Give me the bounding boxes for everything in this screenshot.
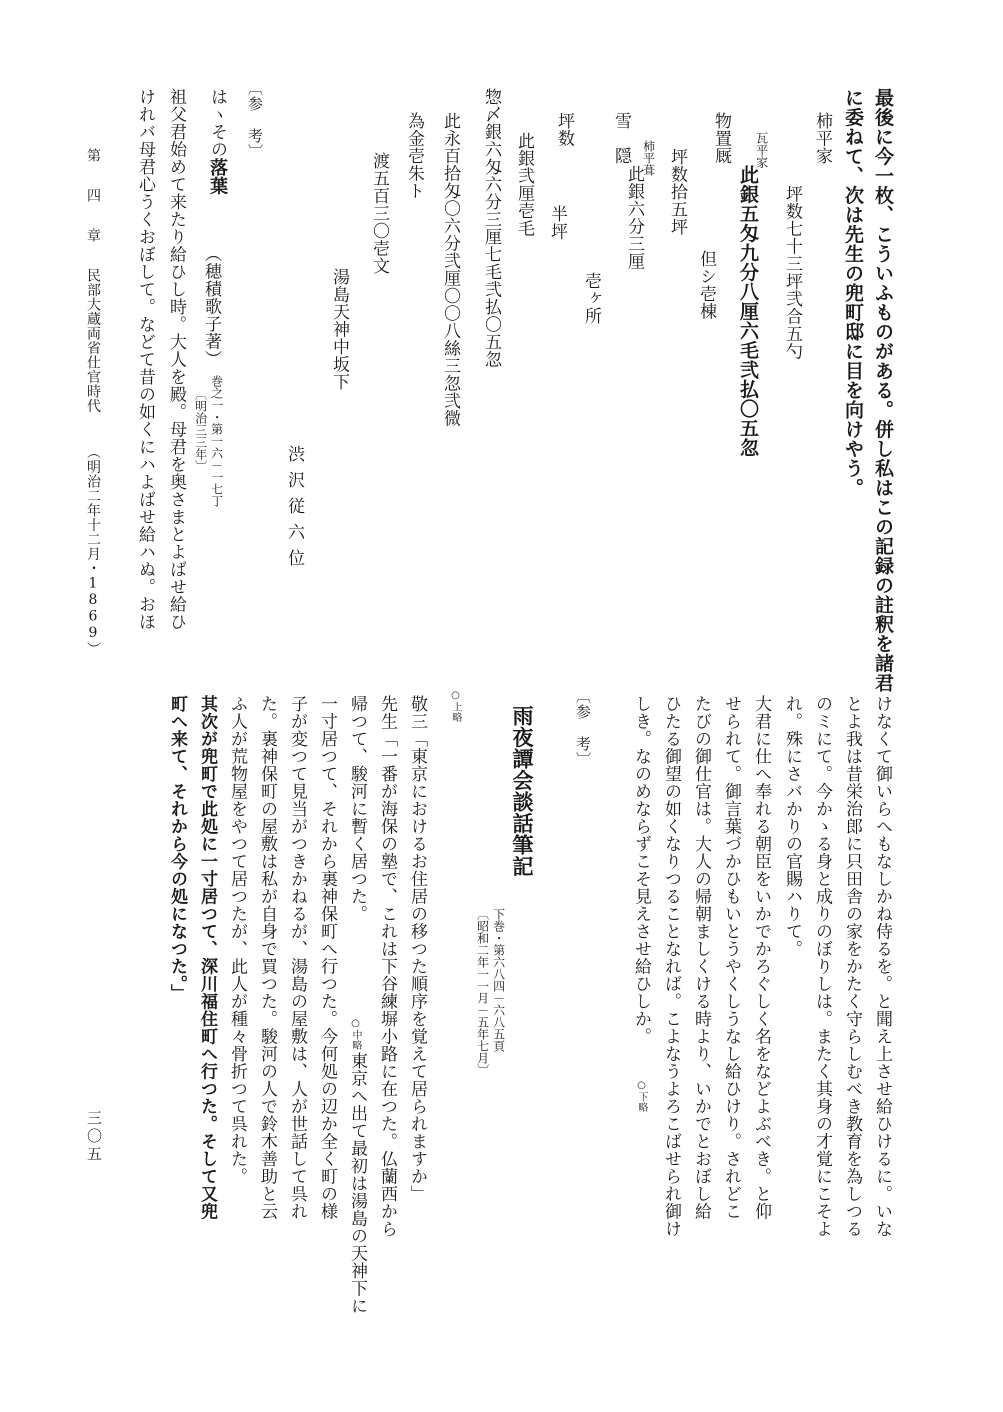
intro-line-1: 最後に今一枚、こういふものがある。併し私はこの記録の註釈を諸君	[872, 88, 894, 693]
ref2-line-5: 子が変つて見当がつきかねるが、湯島の屋敷は、人が世話して呉れ	[287, 695, 307, 1220]
lower-omission-note: ○下略	[636, 1080, 647, 1113]
ref1-line-1: 祖父君始めて来たり給ひし時。大人を殿。母君を奥さまとよばせ給ひ	[166, 88, 186, 631]
record-house3-type: 柿平葺	[641, 140, 656, 176]
ref2-line-2: 先生「一番が海保の塾で、これは下谷練塀小路に在つた。仏蘭西から	[377, 695, 397, 1238]
ref2-heading: 〔参 考〕	[574, 688, 592, 768]
ref1-line-2: けれバ母君心うくおぼして。などて昔の如くにハよばせ給ハぬ。おほ	[135, 88, 155, 631]
ref1-title-line	[208, 88, 226, 195]
record-coin: 渡五百三〇壱文	[369, 152, 389, 275]
ref1-heading: 〔参 考〕	[246, 80, 264, 160]
cont-line-8: ひたる御望の如くなりつることなれば。こよなうよろこばせられ御け	[661, 695, 681, 1238]
cont-line-4: れ。殊にさバかりの官賜ハりて。	[782, 695, 802, 958]
ref2-line-6: た。裏神保町の屋敷は私が自身で買つた。駿河の人で鈴木善助と云	[257, 695, 277, 1220]
record-house1-type: 瓦平家	[754, 132, 769, 168]
cont-line-9: しき。なのめならずこそ見えさせ給ひしか。	[631, 695, 651, 1045]
running-chapter: 第 四 章	[85, 148, 101, 248]
record-house2-area: 坪数拾五坪	[667, 148, 687, 236]
ref2-line-1: 敬三「東京におけるお住居の移つた順序を覚えて居られますか」	[407, 695, 427, 1203]
upper-omission-note: ○上略	[450, 690, 461, 723]
cont-line-7: たびの御仕官は。大人の帰朝ましくける時より、いかでとおぼし給	[691, 695, 711, 1220]
page-number: 三〇五	[85, 1110, 103, 1164]
cont-line-3: のミにて。今かゝる身と成りのぼりしは。またく其身の才覚にこそよ	[812, 695, 832, 1238]
ref2-date: 〔昭和二年一一月－五年七月〕	[475, 908, 490, 1076]
ref1-author: （穂積歌子著）	[201, 245, 221, 368]
cont-line-5: 大君に仕へ奉れる朝臣をいかでかろぐしく名をなどよぶべき。と仰	[751, 695, 771, 1220]
ref2-line-3b: 東京へ出て最初は湯島の天神下に	[347, 1052, 367, 1315]
ref2-line-4: 一寸居つて、それから裏神保町へ行つた。今何処の辺か全く町の様	[317, 695, 337, 1220]
record-house1-label: 柿平家	[812, 112, 832, 165]
running-title: 民部大蔵両省仕官時代	[85, 268, 101, 413]
ref1-volume: 巻之一・第一六－一七丁	[209, 375, 224, 507]
ref1-title-pre: はヽその	[207, 88, 227, 158]
cont-line-6: せられて。御言葉づかひもいとうやくしうなし給ひけり。されどこ	[721, 695, 741, 1220]
record-total-2: 此永百拾匁〇六分弐厘〇〇八絲三忽弐微	[440, 112, 460, 427]
record-house4-area: 半坪	[547, 205, 567, 240]
record-house2-label: 物置厩	[711, 112, 731, 165]
record-house4-count: 壱ヶ所	[581, 272, 601, 325]
ref2-title: 雨夜譚会談話筆記	[510, 705, 535, 877]
record-house4-label: 雪 隠	[611, 112, 631, 165]
cont-line-1: けなくて御いらへもなしかね侍るを。と聞え上させ給ひけるに。いな	[872, 695, 892, 1238]
record-total: 惣〆銀六匁六分三厘七毛弐払〇五忽	[481, 88, 501, 368]
record-signer: 渋沢従六位	[284, 445, 304, 575]
ref2-line-7: ふ人が荒物屋をやつて居つたが、此人が種々骨折つて呉れた。	[227, 695, 247, 1185]
ref2-volume: 下巻・第六八四－六八五頁	[491, 908, 506, 1052]
ref1-date: 〔明治三三年〕	[193, 388, 208, 472]
record-location: 湯島天神中坂下	[329, 268, 349, 391]
ref2-line-8: 其次が兜町で此処に一寸居つて、深川福住町へ行つた。そして又兜	[197, 695, 217, 1220]
record-house3-silver: 此銀六分三厘	[624, 165, 644, 270]
record-house4-silver: 此銀弐厘壱毛	[514, 132, 534, 237]
inline-omission-note: ○中略	[350, 1018, 361, 1051]
ref1-title: 落葉	[207, 158, 228, 195]
record-house2-count: 但シ壱棟	[696, 250, 716, 320]
ref2-line-3: 帰つて、駿河に暫く居つた。	[347, 695, 367, 923]
record-house1-silver: 此銀五匁九分八厘六毛弐払〇五忽	[737, 165, 759, 458]
running-date: （明治二年十二月・1869）	[85, 445, 101, 656]
ref2-line-9: 町へ来て、それから今の処になつた。」	[167, 695, 187, 1002]
intro-line-2: に委ねて、次は先生の兜町邸に目を向けやう。	[842, 88, 864, 498]
record-gold: 為金壱朱ト	[404, 112, 424, 200]
record-house1-area: 坪数七十三坪弐合五勺	[782, 185, 802, 360]
record-house4-area-label: 坪数	[554, 112, 574, 147]
cont-line-2: とよ我は昔栄治郎に只田舎の家をかたく守らしむべき教育を為しつる	[842, 695, 862, 1238]
